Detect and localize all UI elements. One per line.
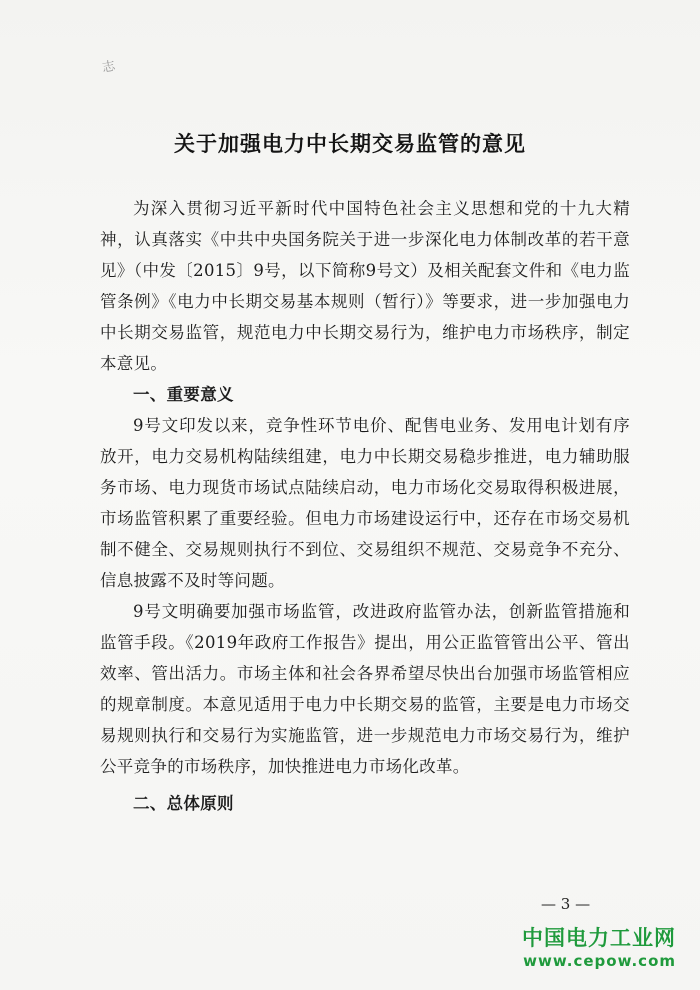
significance-paragraph-1: 9号文印发以来，竞争性环节电价、配售电业务、发用电计划有序放开，电力交易机构陆续组建，电力中长期交易稳步推进，电力辅助服务市场、电力现货市场试点陆续启动，电力市场化交易取得积极进展，市场监管积累了重要经验。但电力市场建设运行中，还存在市场交易机制不健全、交易规则执行不到位、交易组织不规范、交易竞争不充分、信息披露不及时等问题。 (100, 416, 630, 590)
intro-paragraph: 为深入贯彻习近平新时代中国特色社会主义思想和党的十九大精神，认真落实《中共中央国务院关于进一步深化电力体制改革的若干意见》（中发〔2015〕9号，以下简称9号文）及相关配套文件和《电力监管条例》《电力中长期交易基本规则（暂行）》等要求，进一步加强电力中长期交易监管，规范电力中长期交易行为，维护电力市场秩序，制定本意见。 (100, 199, 630, 373)
document-body (100, 193, 630, 819)
watermark-site-url: www.cepow.com (523, 952, 676, 970)
page-number: — 3 — (541, 895, 591, 913)
watermark-site-name: 中国电力工业网 (522, 926, 676, 950)
section-heading-principles: 二、总体原则 (133, 794, 234, 813)
section-heading-significance: 一、重要意义 (133, 385, 234, 404)
significance-paragraph-2: 9号文明确要加强市场监管，改进政府监管办法，创新监管措施和监管手段。《2019年政府工作报告》提出，用公正监管管出公平、管出效率、管出活力。市场主体和社会各界希望尽快出台加强市场监管相应的规章制度。本意见适用于电力中长期交易的监管，主要是电力市场交易规则执行和交易行为实施监管，进一步规范电力市场交易行为，维护公平竞争的市场秩序，加快推进电力市场化改革。 (100, 602, 630, 776)
corner-handwritten-mark: 志 (101, 58, 117, 76)
document-title: 关于加强电力中长期交易监管的意见 (174, 131, 526, 156)
